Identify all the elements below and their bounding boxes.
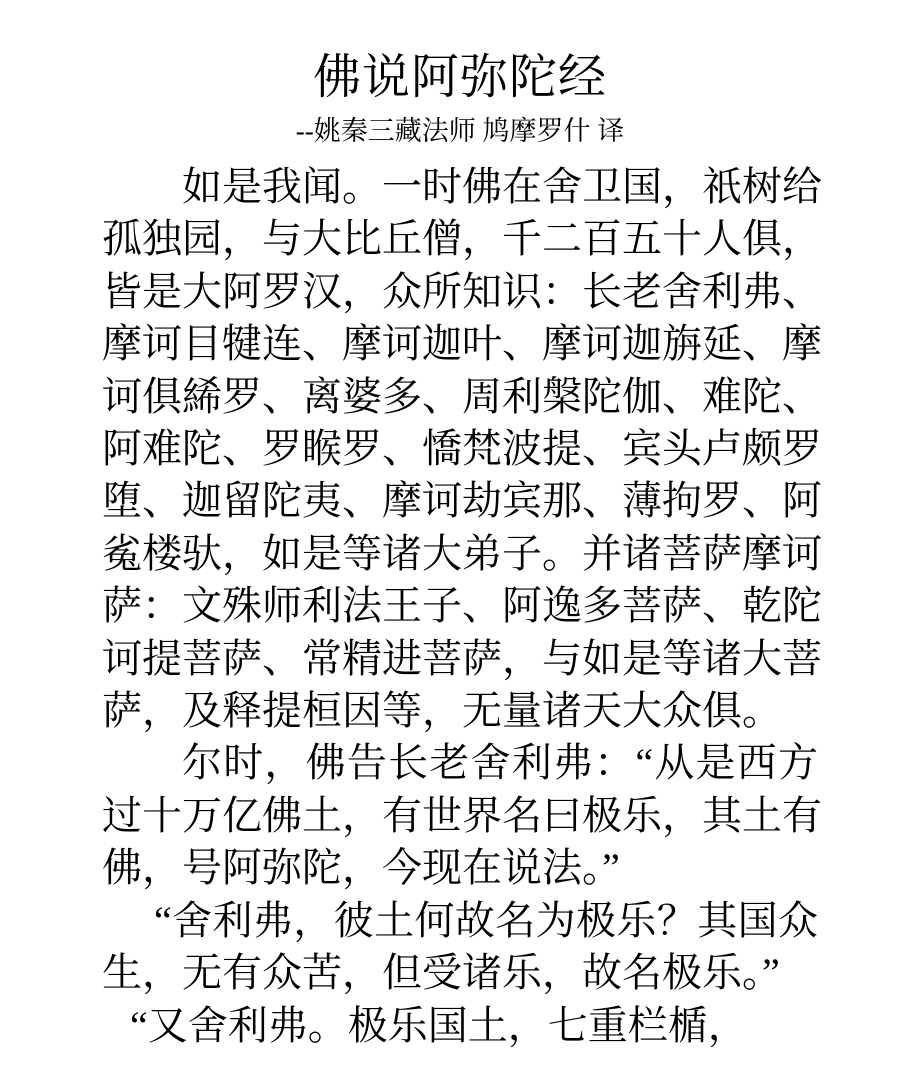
text-line: 萨，及释提桓因等，无量诸天大众俱。 — [102, 688, 782, 734]
paragraph — [102, 1000, 818, 1052]
text-line: 摩诃目犍连、摩诃迦叶、摩诃迦旃延、摩 — [102, 321, 822, 367]
text-line: 过十万亿佛土，有世界名曰极乐，其土有 — [102, 792, 822, 838]
text-line: 皆是大阿罗汉，众所知识：长老舍利弗、 — [102, 268, 822, 314]
text-line: 如是我闻。一时佛在舍卫国，祇树给 — [182, 164, 822, 209]
text-line: 佛，号阿弥陀，今现在说法。” — [102, 845, 620, 891]
text-line: “又舍利弗。极乐国土，七重栏楯， — [130, 1002, 748, 1048]
text-line: 孤独园，与大比丘僧，千二百五十人俱， — [102, 216, 822, 262]
text-line: 生，无有众苦，但受诸乐，故名极乐。” — [102, 950, 780, 996]
text-line: 堕、迦留陀夷、摩诃劫宾那、薄拘罗、阿 — [102, 478, 822, 524]
text-line: 阿难陀、罗睺罗、憍梵波提、宾头卢颇罗 — [102, 426, 822, 472]
page-title: 佛说阿弥陀经 — [312, 51, 607, 104]
text-line: 萨：文殊师利法王子、阿逸多菩萨、乾陀 — [102, 583, 822, 629]
paragraph — [102, 161, 822, 737]
translator-line: --姚秦三藏法师 鸠摩罗什 译 — [295, 116, 625, 146]
text-line: 尔时，佛告长老舍利弗：“从是西方 — [182, 740, 818, 786]
paragraph — [102, 895, 818, 1000]
text-line: “舍利弗，彼土何故名为极乐？其国众 — [154, 897, 818, 943]
paragraph — [102, 737, 822, 894]
sutra-body — [102, 161, 822, 1052]
text-line: 㝹楼驮，如是等诸大弟子。并诸菩萨摩诃 — [102, 530, 822, 576]
text-line: 诃提菩萨、常精进菩萨，与如是等诸大菩 — [102, 635, 822, 681]
text-line: 诃俱絺罗、离婆多、周利槃陀伽、难陀、 — [102, 373, 822, 419]
